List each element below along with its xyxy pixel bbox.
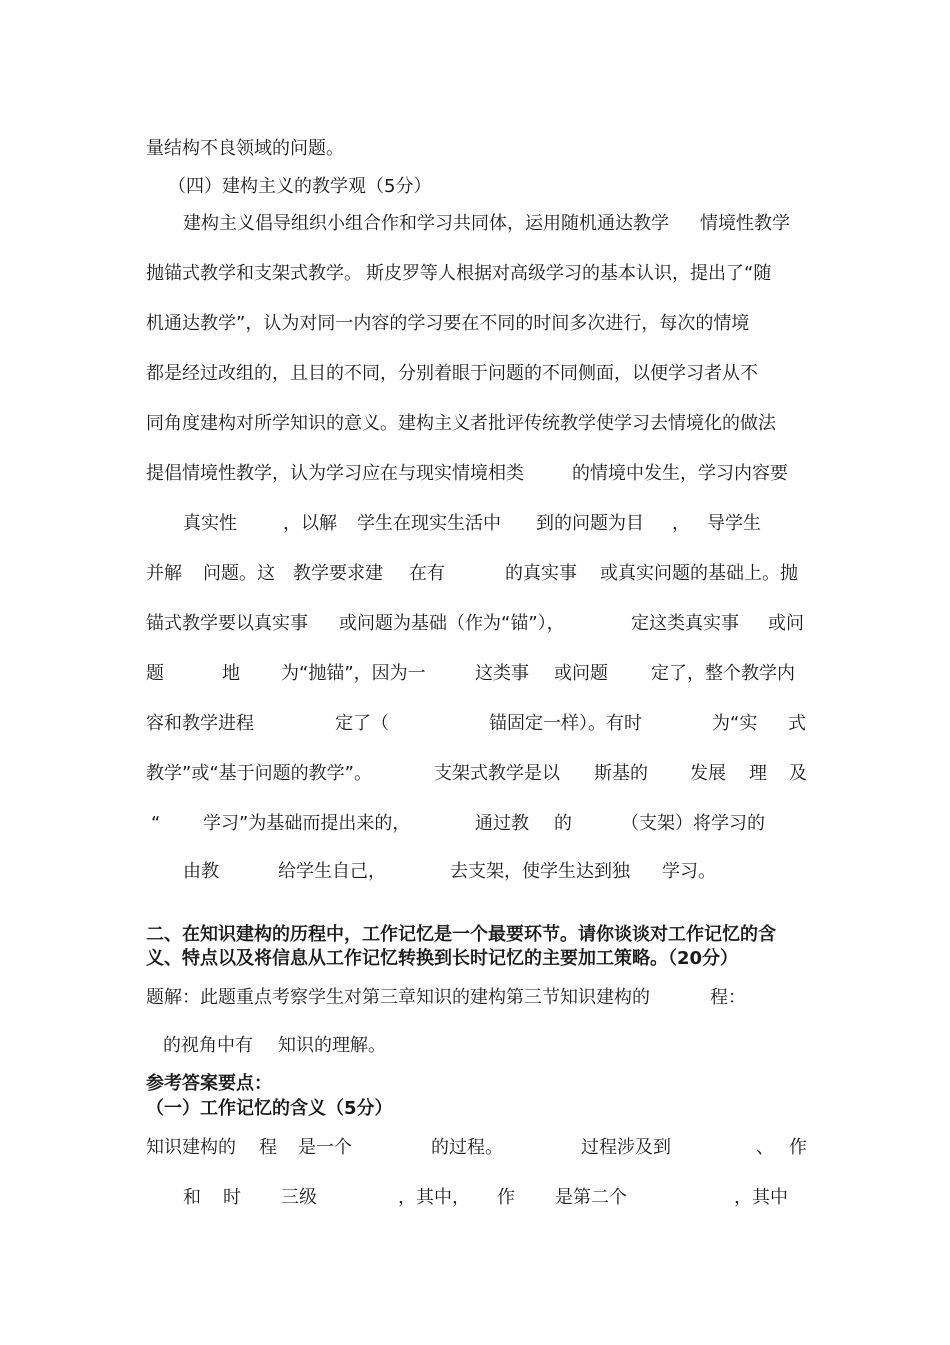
text-segment: 问题。这	[203, 563, 275, 584]
text-segment: 的视角中有	[163, 1035, 253, 1056]
text-segment: 、	[756, 1137, 774, 1158]
text-segment: ，其中，	[398, 1187, 470, 1208]
text-segment: 及	[789, 763, 807, 784]
text-segment: 定了，整个教学内	[651, 663, 795, 684]
text-segment: 程	[259, 1137, 277, 1158]
text-segment: 或真实问题的基础上。抛	[600, 563, 798, 584]
text-segment: ，	[672, 513, 690, 534]
text-segment: 斯皮罗等人根据对高级学习的基本认识，提出了“随	[366, 263, 772, 284]
text-segment: ，其中	[734, 1187, 788, 1208]
text-segment: （四）建构主义的教学观（5分）	[168, 176, 432, 197]
text-segment: 到的问题为目	[536, 513, 644, 534]
text-segment: 锚固定一样）。有时	[489, 713, 642, 734]
text-segment: 式	[788, 713, 806, 734]
text-segment: 抛锚式教学和支架式教学。	[146, 263, 362, 284]
text-segment: 时	[223, 1187, 241, 1208]
text-segment: 题	[146, 663, 164, 684]
text-segment: 并解	[146, 563, 182, 584]
text-segment: 为“实	[712, 713, 758, 734]
text-segment: 二、在知识建构的历程中，工作记忆是一个最要环节。请你谈谈对工作记忆的含	[146, 924, 776, 945]
text-segment: 的真实事	[505, 563, 577, 584]
text-segment: 锚式教学要以真实事	[146, 613, 308, 634]
text-segment: 地	[222, 663, 240, 684]
text-segment: 提倡情境性教学，认为学习应在与现实情境相类	[146, 463, 524, 484]
text-segment: 建构主义倡导组织小组合作和学习共同体，运用随机通达教学	[183, 213, 669, 234]
text-segment: 教学要求建	[293, 563, 383, 584]
text-segment: 是一个	[298, 1137, 352, 1158]
text-segment: 知识的理解。	[278, 1035, 386, 1056]
text-segment: 斯基的	[594, 763, 648, 784]
text-segment: 在有	[409, 563, 445, 584]
text-segment: 理	[749, 763, 767, 784]
text-segment: 容和教学进程	[146, 713, 254, 734]
text-segment: 或问	[768, 613, 804, 634]
text-segment: 义、特点以及将信息从工作记忆转换到长时记忆的主要加工策略。（20分）	[146, 948, 739, 969]
text-segment: 的过程。	[431, 1137, 503, 1158]
text-segment: 真实性	[183, 513, 237, 534]
text-segment: 和	[183, 1187, 201, 1208]
text-segment: 是第二个	[555, 1187, 627, 1208]
text-segment: 或问题	[554, 663, 608, 684]
text-segment: 三级	[281, 1187, 317, 1208]
text-segment: ，以解	[283, 513, 337, 534]
text-segment: 题解：此题重点考察学生对第三章知识的建构第三节知识建构的	[146, 987, 650, 1008]
text-segment: 情境性教学	[700, 213, 790, 234]
text-segment: 定了（	[335, 713, 389, 734]
text-segment: 去支架，使学生达到独	[450, 861, 630, 882]
text-segment: 过程涉及到	[581, 1137, 671, 1158]
text-segment: 这类事	[475, 663, 529, 684]
text-segment: 的情境中发生，学习内容要	[572, 463, 788, 484]
text-segment: 为“抛锚”，因为一	[281, 663, 426, 684]
text-segment: 学习”为基础而提出来的，	[203, 813, 411, 834]
text-segment: 知识建构的	[146, 1137, 236, 1158]
text-segment: 作	[789, 1137, 807, 1158]
text-segment: 同角度建构对所学知识的意义。建构主义者批评传统教学使学习去情境化的做法	[146, 413, 776, 434]
text-segment: （支架）将学习的	[621, 813, 765, 834]
text-segment: 参考答案要点：	[146, 1073, 272, 1094]
text-segment: 支架式教学是以	[434, 763, 560, 784]
text-segment: 给学生自己，	[278, 861, 386, 882]
text-segment: 定这类真实事	[631, 613, 739, 634]
text-segment: 学生在现实生活中	[357, 513, 501, 534]
text-segment: 由教	[183, 861, 219, 882]
text-segment: 量结构不良领域的问题。	[146, 138, 344, 159]
text-segment: 教学”或“基于问题的教学”。	[146, 763, 372, 784]
text-segment: 机通达教学”，认为对同一内容的学习要在不同的时间多次进行，每次的情境	[146, 313, 750, 334]
text-segment: 学习。	[662, 861, 716, 882]
text-segment: （一）工作记忆的含义（5分）	[146, 1098, 393, 1119]
text-segment: 导学生	[707, 513, 761, 534]
text-segment: 作	[497, 1187, 515, 1208]
text-segment: 程：	[710, 987, 746, 1008]
text-segment: 通过教	[475, 813, 529, 834]
text-segment: 都是经过改组的，且目的不同，分别着眼于问题的不同侧面，以便学习者从不	[146, 363, 758, 384]
text-segment: 或问题为基础（作为“锚”），	[339, 613, 565, 634]
text-segment: 发展	[690, 763, 726, 784]
text-segment: “	[151, 813, 161, 834]
text-segment: 的	[554, 813, 572, 834]
